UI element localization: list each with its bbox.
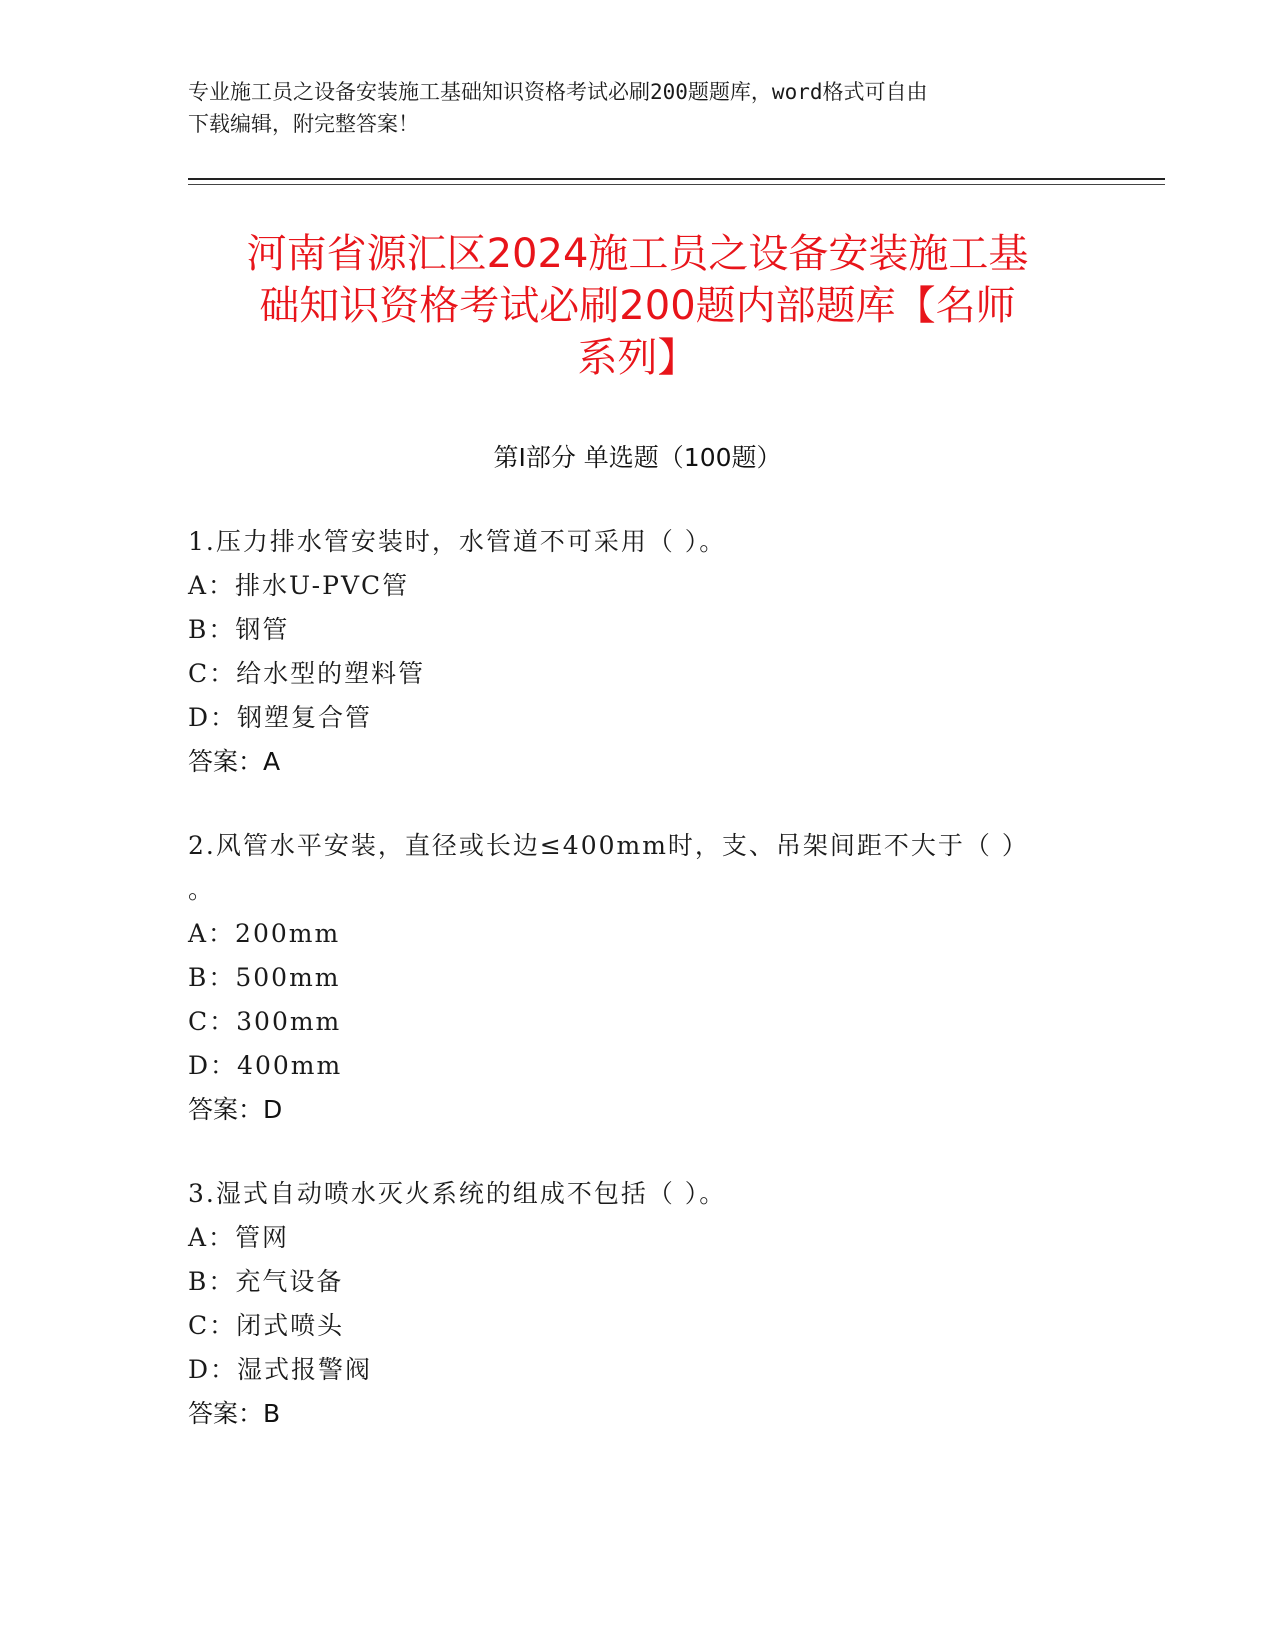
question-1-text: 1.压力排水管安装时，水管道不可采用（ ）。 bbox=[188, 527, 727, 556]
question-3-option-a: A：管网 bbox=[188, 1223, 290, 1252]
header-divider-thin bbox=[188, 184, 1165, 185]
question-3-option-b: B：充气设备 bbox=[188, 1267, 344, 1296]
header-note-line-2: 下载编辑，附完整答案！ bbox=[188, 112, 419, 136]
header-divider-thick bbox=[188, 178, 1165, 180]
section-title: 第Ⅰ部分 单选题（100题） bbox=[493, 443, 782, 472]
document-title bbox=[150, 228, 1125, 384]
title-line-3: 系列】 bbox=[577, 335, 698, 381]
header-note bbox=[188, 76, 1088, 140]
title-line-2: 础知识资格考试必刷200题内部题库【名师 bbox=[259, 283, 1016, 329]
question-3-option-d: D：湿式报警阀 bbox=[188, 1355, 373, 1384]
question-1-option-a: A：排水U-PVC管 bbox=[188, 571, 410, 600]
question-2-text-line-1: 2.风管水平安装，直径或长边≤400mm时，支、吊架间距不大于（ ） bbox=[188, 831, 1029, 860]
question-2-option-c: C：300mm bbox=[188, 1007, 342, 1036]
header-note-line-1: 专业施工员之设备安装施工基础知识资格考试必刷200题题库，word格式可自由 bbox=[188, 80, 928, 104]
question-1-option-b: B：钢管 bbox=[188, 615, 290, 644]
question-3-text: 3.湿式自动喷水灭火系统的组成不包括（ ）。 bbox=[188, 1179, 727, 1208]
question-1-option-d: D：钢塑复合管 bbox=[188, 703, 373, 732]
question-3-answer: 答案：B bbox=[188, 1399, 281, 1428]
question-2-option-b: B：500mm bbox=[188, 963, 341, 992]
question-2-option-a: A：200mm bbox=[188, 919, 341, 948]
question-1-option-c: C：给水型的塑料管 bbox=[188, 659, 426, 688]
title-line-1: 河南省源汇区2024施工员之设备安装施工基 bbox=[246, 231, 1029, 277]
question-2-answer: 答案：D bbox=[188, 1095, 283, 1124]
question-1-answer: 答案：A bbox=[188, 747, 281, 776]
question-2-option-d: D：400mm bbox=[188, 1051, 343, 1080]
question-2-text-line-2: 。 bbox=[188, 875, 216, 904]
question-3-option-c: C：闭式喷头 bbox=[188, 1311, 345, 1340]
